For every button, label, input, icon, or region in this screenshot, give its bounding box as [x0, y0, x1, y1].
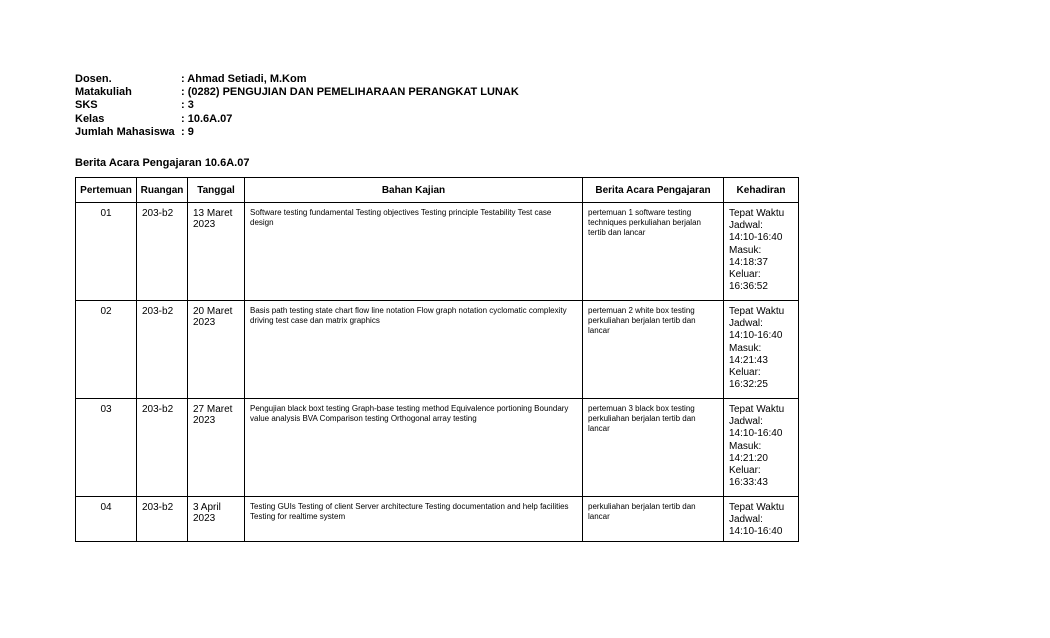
kehadiran-status: Tepat Waktu [729, 404, 785, 416]
info-row-dosen [75, 73, 799, 86]
info-row-jumlah-mahasiswa [75, 126, 799, 139]
kehadiran-status: Tepat Waktu [729, 306, 785, 318]
cell-pertemuan: 02 [76, 301, 137, 399]
cell-kehadiran [724, 497, 799, 542]
course-info [75, 73, 799, 139]
table-row [76, 203, 799, 301]
kehadiran-label: Jadwal: [729, 514, 763, 526]
column-header-tanggal: Tanggal [188, 178, 245, 203]
info-value: : Ahmad Setiadi, M.Kom [181, 73, 307, 85]
info-label: SKS [75, 99, 98, 112]
kehadiran-label: Jadwal: [729, 220, 763, 232]
column-header-bahan-kajian: Bahan Kajian [245, 178, 583, 203]
cell-bahan-kajian: Pengujian black boxt testing Graph-base testing method Equivalence portioning Boundary value analysis BVA Comparison testing Orthogonal array testing [245, 399, 583, 497]
kehadiran-value: 14:10-16:40 [729, 232, 783, 244]
cell-berita-acara: pertemuan 3 black box testing perkuliahan berjalan tertib dan lancar [583, 399, 724, 497]
kehadiran-label: Keluar: [729, 269, 761, 281]
kehadiran-value: 14:10-16:40 [729, 526, 783, 538]
table-row [76, 301, 799, 399]
cell-pertemuan: 04 [76, 497, 137, 542]
cell-berita-acara: pertemuan 1 software testing techniques perkuliahan berjalan tertib dan lancar [583, 203, 724, 301]
cell-ruangan: 203-b2 [137, 497, 188, 542]
table-row [76, 497, 799, 542]
cell-tanggal: 3 April 2023 [188, 497, 245, 542]
column-header-berita-acara: Berita Acara Pengajaran [583, 178, 724, 203]
cell-ruangan: 203-b2 [137, 399, 188, 497]
kehadiran-value: 16:36:52 [729, 281, 768, 293]
cell-ruangan: 203-b2 [137, 203, 188, 301]
info-label: Kelas [75, 112, 105, 125]
kehadiran-label: Keluar: [729, 465, 761, 477]
cell-bahan-kajian: Software testing fundamental Testing objectives Testing principle Testability Test case design [245, 203, 583, 301]
cell-bahan-kajian: Testing GUIs Testing of client Server architecture Testing documentation and help facilities Testing for realtime system [245, 497, 583, 542]
berita-acara-table [75, 177, 799, 542]
cell-tanggal: 13 Maret 2023 [188, 203, 245, 301]
document [75, 73, 799, 542]
kehadiran-value: 14:10-16:40 [729, 428, 783, 440]
kehadiran-label: Jadwal: [729, 318, 763, 330]
cell-bahan-kajian: Basis path testing state chart flow line notation Flow graph notation cyclomatic complexity driving test case dan matrix graphics [245, 301, 583, 399]
kehadiran-value: 14:21:43 [729, 354, 768, 366]
kehadiran-status: Tepat Waktu [729, 208, 785, 220]
kehadiran-value: 16:33:43 [729, 477, 768, 489]
info-value: : (0282) PENGUJIAN DAN PEMELIHARAAN PERANGKAT LUNAK [181, 86, 519, 99]
column-header-pertemuan: Pertemuan [76, 178, 137, 203]
cell-ruangan: 203-b2 [137, 301, 188, 399]
kehadiran-value: 14:21:20 [729, 452, 768, 464]
kehadiran-label: Jadwal: [729, 416, 763, 428]
kehadiran-label: Masuk: [729, 244, 762, 256]
kehadiran-label: Keluar: [729, 367, 761, 379]
info-value: : 9 [181, 125, 194, 138]
info-row-kelas [75, 113, 799, 126]
table-header-row [76, 178, 799, 203]
kehadiran-value: 16:32:25 [729, 379, 768, 391]
cell-kehadiran [724, 203, 799, 301]
cell-berita-acara: perkuliahan berjalan tertib dan lancar [583, 497, 724, 542]
cell-pertemuan: 01 [76, 203, 137, 301]
cell-pertemuan: 03 [76, 399, 137, 497]
table-row [76, 399, 799, 497]
info-value: : 3 [181, 99, 194, 112]
kehadiran-value: 14:10-16:40 [729, 330, 783, 342]
info-label: Matakuliah [75, 86, 132, 99]
info-value: : 10.6A.07 [181, 112, 233, 125]
info-label: Dosen. [75, 73, 112, 85]
kehadiran-label: Masuk: [729, 440, 762, 452]
cell-berita-acara: pertemuan 2 white box testing perkuliahan berjalan tertib dan lancar [583, 301, 724, 399]
kehadiran-status: Tepat Waktu [729, 502, 785, 514]
info-row-matakuliah [75, 86, 799, 99]
section-title: Berita Acara Pengajaran 10.6A.07 [75, 157, 250, 170]
cell-tanggal: 20 Maret 2023 [188, 301, 245, 399]
column-header-ruangan: Ruangan [137, 178, 188, 203]
cell-kehadiran [724, 399, 799, 497]
cell-tanggal: 27 Maret 2023 [188, 399, 245, 497]
info-label: Jumlah Mahasiswa [75, 125, 175, 138]
cell-kehadiran [724, 301, 799, 399]
kehadiran-label: Masuk: [729, 342, 762, 354]
info-row-sks [75, 99, 799, 112]
column-header-kehadiran: Kehadiran [724, 178, 799, 203]
kehadiran-value: 14:18:37 [729, 256, 768, 268]
